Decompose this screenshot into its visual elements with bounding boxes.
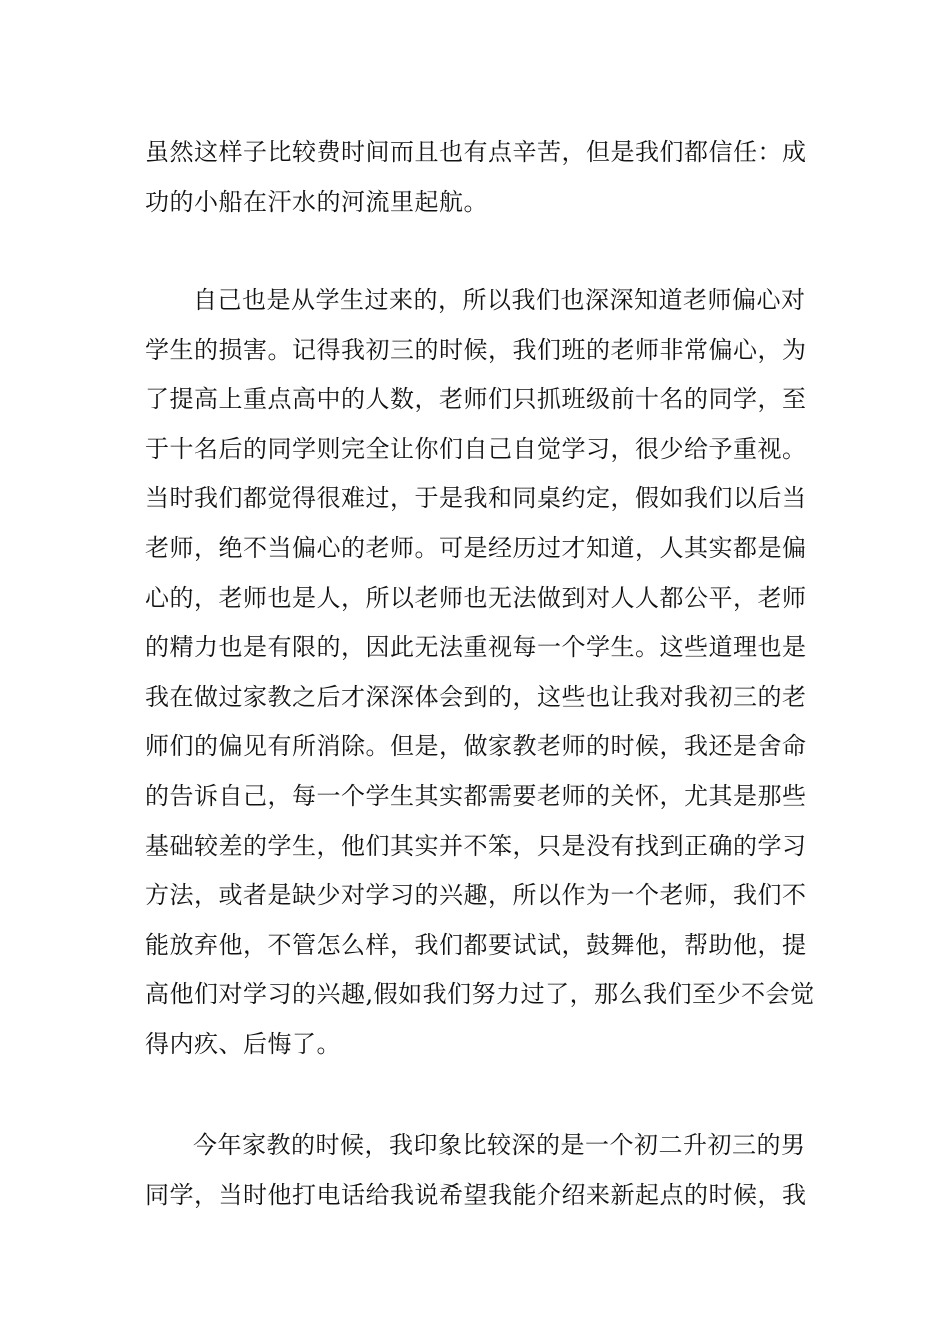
text-line: 功的小船在汗水的河流里起航。 <box>145 187 488 216</box>
text-line: 学生的损害。记得我初三的时候，我们班的老师非常偏心，为 <box>145 335 807 364</box>
text-line: 师们的偏见有所消除。但是，做家教老师的时候，我还是舍命 <box>145 732 807 761</box>
paragraph-1 <box>145 128 807 227</box>
text-line: 自己也是从学生过来的，所以我们也深深知道老师偏心对 <box>193 286 806 314</box>
paragraph-3 <box>145 1121 807 1220</box>
text-line: 高他们对学习的兴趣,假如我们努力过了，那么我们至少不会觉 <box>145 980 815 1009</box>
text-line: 虽然这样子比较费时间而且也有点辛苦，但是我们都信任：成 <box>145 138 807 166</box>
text-line: 同学，当时他打电话给我说希望我能介绍来新起点的时候，我 <box>145 1180 807 1209</box>
text-line: 当时我们都觉得很难过，于是我和同桌约定，假如我们以后当 <box>145 484 807 513</box>
text-line: 今年家教的时候，我印象比较深的是一个初二升初三的男 <box>193 1131 806 1159</box>
text-line: 我在做过家教之后才深深体会到的，这些也让我对我初三的老 <box>145 682 807 711</box>
text-line: 于十名后的同学则完全让你们自己自觉学习，很少给予重视。 <box>145 434 807 463</box>
text-line: 能放弃他，不管怎么样，我们都要试试，鼓舞他，帮助他，提 <box>145 930 807 959</box>
text-line: 了提高上重点高中的人数，老师们只抓班级前十名的同学，至 <box>145 385 807 414</box>
text-line: 老师，绝不当偏心的老师。可是经历过才知道，人其实都是偏 <box>145 533 807 562</box>
text-line: 的告诉自己，每一个学生其实都需要老师的关怀，尤其是那些 <box>145 781 807 810</box>
text-line: 基础较差的学生，他们其实并不笨，只是没有找到正确的学习 <box>145 831 807 860</box>
text-line: 方法，或者是缺少对学习的兴趣，所以作为一个老师，我们不 <box>145 881 807 910</box>
text-line: 得内疚、后悔了。 <box>145 1029 341 1058</box>
text-line: 心的，老师也是人，所以老师也无法做到对人人都公平，老师 <box>145 583 807 612</box>
paragraph-2 <box>145 276 815 1070</box>
text-line: 的精力也是有限的，因此无法重视每一个学生。这些道理也是 <box>145 633 807 662</box>
